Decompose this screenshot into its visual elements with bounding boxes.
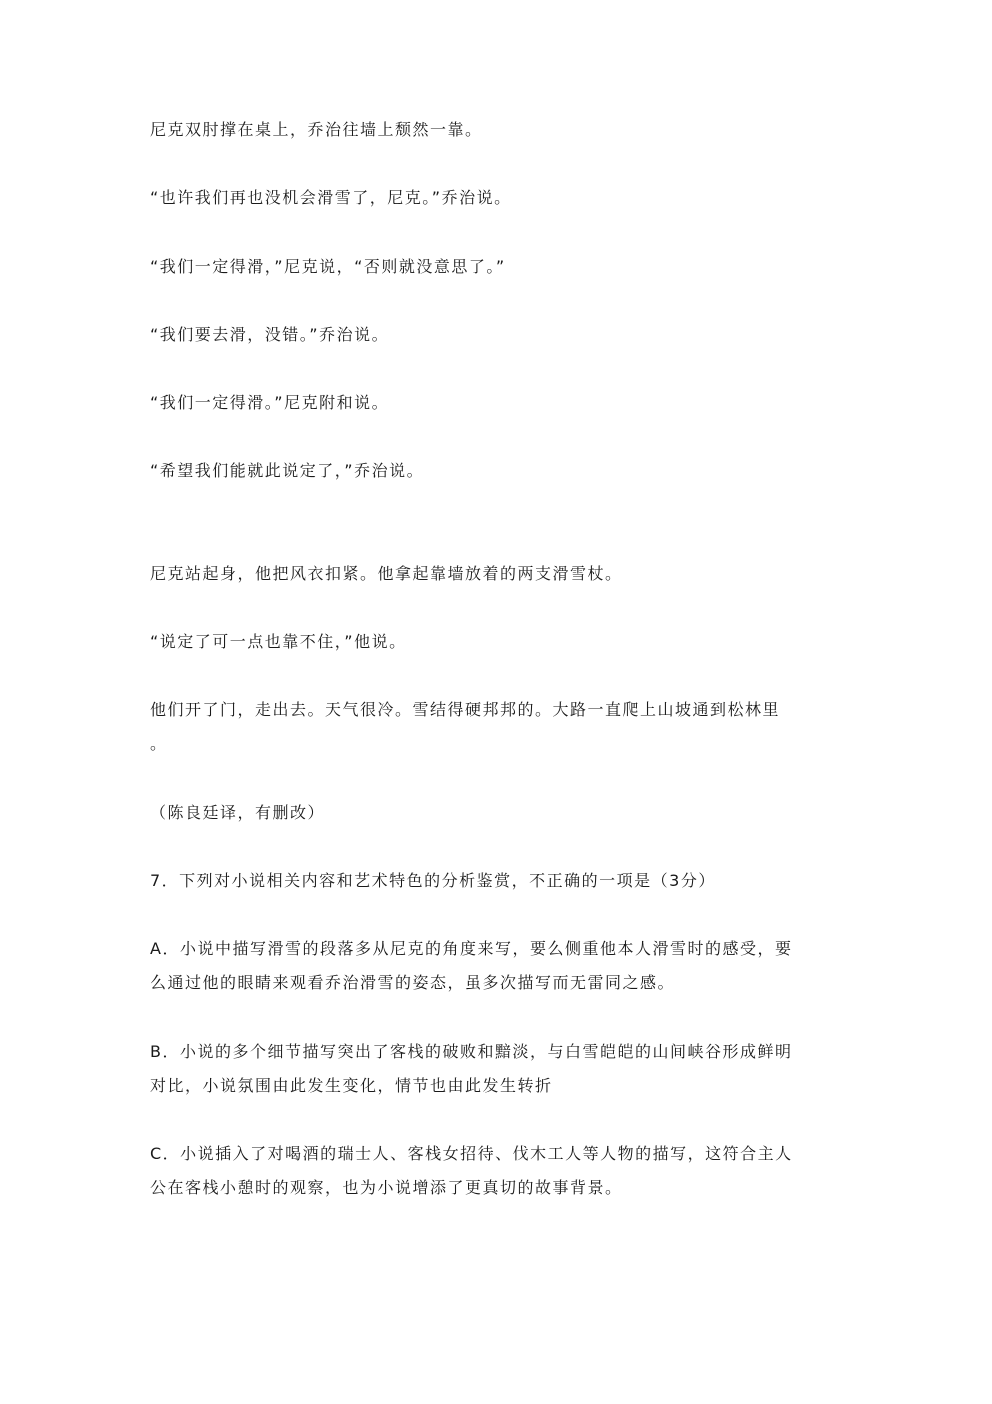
paragraph-george-settled: “希望我们能就此说定了，”乔治说。 <box>150 461 425 480</box>
option-b-line2: 对比，小说氛围由此发生变化，情节也由此发生转折 <box>150 1076 553 1095</box>
translator-credit: （陈良廷译，有删改） <box>150 803 326 822</box>
paragraph-not-reliable: “说定了可一点也靠不住，”他说。 <box>150 632 407 651</box>
option-c-line2: 公在客栈小憩时的观察，也为小说增添了更真切的故事背景。 <box>150 1178 623 1197</box>
option-b-line1: B．小说的多个细节描写突出了客栈的破败和黯淡，与白雪皑皑的山间峡谷形成鲜明 <box>150 1042 793 1061</box>
paragraph-george-no-chance: “也许我们再也没机会滑雪了，尼克。”乔治说。 <box>150 188 512 207</box>
paragraph-nick-must-ski: “我们一定得滑，”尼克说，“否则就没意思了。” <box>150 257 506 276</box>
paragraph-nick-leans: 尼克双肘撑在桌上，乔治往墙上颓然一靠。 <box>150 120 483 139</box>
paragraph-nick-agrees: “我们一定得滑。”尼克附和说。 <box>150 393 390 412</box>
question-7-stem: 7．下列对小说相关内容和艺术特色的分析鉴赏，不正确的一项是（3分） <box>150 871 716 890</box>
option-c-line1: C．小说插入了对喝酒的瑞士人、客栈女招待、伐木工人等人物的描写，这符合主人 <box>150 1144 793 1163</box>
paragraph-george-we-go: “我们要去滑，没错。”乔治说。 <box>150 325 390 344</box>
paragraph-nick-stands: 尼克站起身，他把风衣扣紧。他拿起靠墙放着的两支滑雪杖。 <box>150 564 623 583</box>
option-a-line1: A．小说中描写滑雪的段落多从尼克的角度来写，要么侧重他本人滑雪时的感受，要 <box>150 939 793 958</box>
paragraph-went-out-line1: 他们开了门，走出去。天气很冷。雪结得硬邦邦的。大路一直爬上山坡通到松林里 <box>150 700 781 719</box>
option-a-line2: 么通过他的眼睛来观看乔治滑雪的姿态，虽多次描写而无雷同之感。 <box>150 973 676 992</box>
paragraph-went-out-line2: 。 <box>150 734 168 753</box>
